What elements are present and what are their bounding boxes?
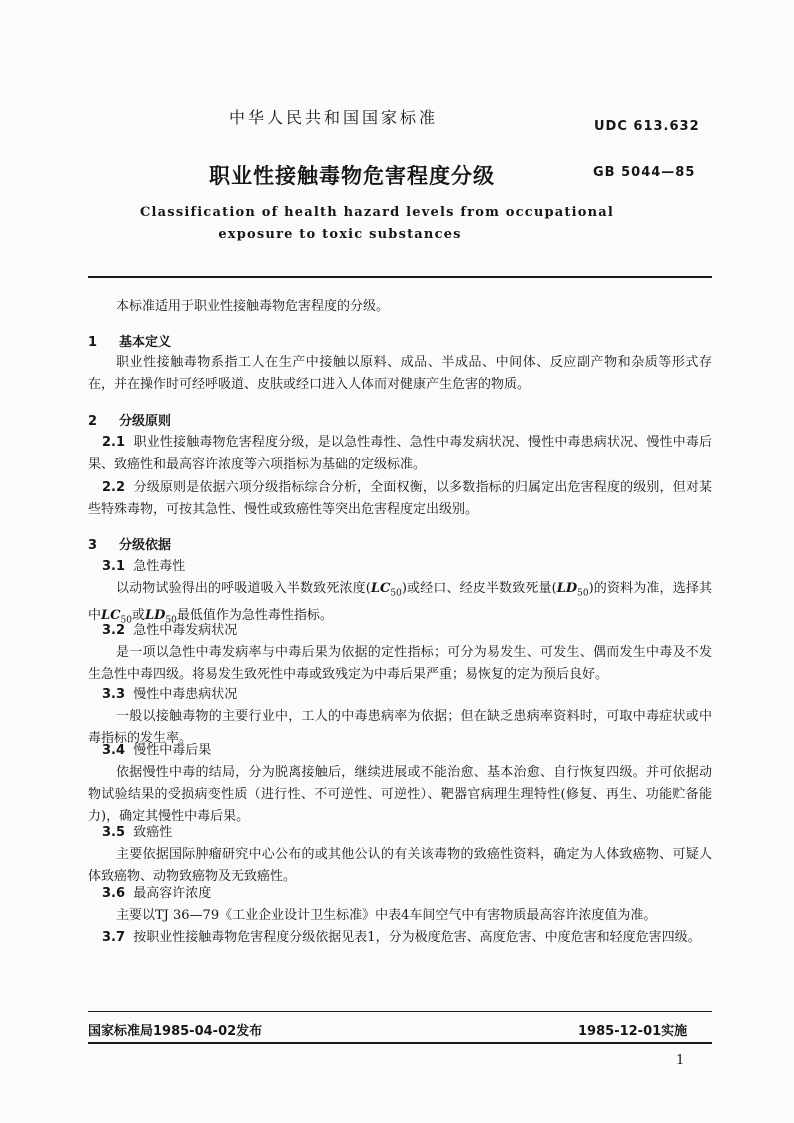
clause-3-3-heading: 3.3 慢性中毒患病状况 — [102, 687, 238, 702]
document-title: 职业性接触毒物危害程度分级 — [209, 164, 495, 188]
intro-text: 本标准适用于职业性接触毒物危害程度的分级。 — [116, 299, 390, 314]
clause-3-7: 3.7 按职业性接触毒物危害程度分级依据见表1，分为极度危害、高度危害、中度危害和轻度危害四级。 — [102, 930, 701, 945]
section-2-title: 分级原则 — [119, 414, 172, 429]
clause-3-1-heading: 3.1 急性毒性 — [102, 559, 186, 574]
clause-3-2-heading: 3.2 急性中毒发病状况 — [102, 623, 238, 638]
section-1-heading — [88, 331, 171, 350]
clause-3-7-number: 3.7 — [102, 930, 126, 945]
national-standard-label: 中华人民共和国国家标准 — [229, 108, 439, 127]
effective-date: 1985-12-01实施 — [578, 1024, 688, 1039]
section-3-title: 分级依据 — [119, 538, 172, 553]
clause-3-2-text: 是一项以急性中毒发病率与中毒后果为依据的定性指标；可分为易发生、可发生、偶而发生中毒及不发生急性中毒四级。将易发生致死性中毒或致残定为中毒后果严重；易恢复的定为预后良好。 — [88, 645, 712, 682]
clause-3-5-text: 主要依据国际肿瘤研究中心公布的或其他公认的有关该毒物的致癌性资料，确定为人体致癌物、可疑人体致癌物、动物致癌物及无致癌性。 — [88, 847, 712, 884]
clause-3-4-text: 依据慢性中毒的结局，分为脱离接触后，继续进展或不能治愈、基本治愈、自行恢复四级。并可依据动物试验结果的受损病变性质（进行性、不可逆性、可逆性）、靶器官病理生理特性(修复、再生、功能贮备能力)，确定其慢性中毒后果。 — [88, 765, 712, 824]
section-3-heading — [88, 534, 171, 553]
header-divider — [88, 276, 712, 278]
clause-3-1-text: 以动物试验得出的呼吸道吸入半数致死浓度$(LC_{50})$或经口、经皮半数致死量$(LD_{50})$的资料为准，选择其中$LC_{50}$或$LD_{50}$最低值作为急性毒性指标。 — [88, 581, 712, 626]
clause-3-5-heading: 3.5 致癌性 — [102, 825, 173, 840]
udc-code: UDC 613.632 — [594, 119, 700, 134]
english-title-line1: Classification of health hazard levels from occupational — [140, 205, 615, 220]
section-3-number: 3 — [88, 538, 98, 553]
clause-3-6-heading: 3.6 最高容许浓度 — [102, 886, 212, 901]
gb-code: GB 5044—85 — [593, 165, 696, 180]
section-1-text: 职业性接触毒物系指工人在生产中接触以原料、成品、半成品、中间体、反应副产物和杂质等形式存在，并在操作时可经呼吸道、皮肤或经口进入人体而对健康产生危害的物质。 — [88, 355, 712, 392]
clause-3-3-text: 一般以接触毒物的主要行业中，工人的中毒患病率为依据；但在缺乏患病率资料时，可取中毒症状或中毒指标的发生率。 — [88, 709, 712, 746]
footer-divider-top — [88, 1011, 712, 1012]
clause-2-2: 2.2 分级原则是依据六项分级指标综合分析，全面权衡，以多数指标的归属定出危害程度的级别，但对某些特殊毒物，可按其急性、慢性或致癌性等突出危害程度定出级别。 — [88, 480, 712, 517]
page-number: 1 — [676, 1053, 685, 1068]
footer-divider-bottom — [88, 1042, 712, 1044]
clause-3-4-heading: 3.4 慢性中毒后果 — [102, 743, 212, 758]
section-1-number: 1 — [88, 335, 98, 350]
clause-2-1: 2.1 职业性接触毒物危害程度分级，是以急性毒性、急性中毒发病状况、慢性中毒患病状况、慢性中毒后果、致癌性和最高容许浓度等六项指标为基础的定级标准。 — [88, 435, 712, 472]
issue-date: 国家标准局1985-04-02发布 — [88, 1024, 263, 1039]
clause-3-6-text: 主要以TJ 36—79《工业企业设计卫生标准》中表4车间空气中有害物质最高容许浓度值为准。 — [116, 908, 657, 923]
section-1-title: 基本定义 — [119, 335, 172, 350]
section-2-number: 2 — [88, 414, 98, 429]
clause-2-2-number: 2.2 — [102, 480, 126, 495]
clause-2-1-number: 2.1 — [102, 435, 126, 450]
section-2-heading — [88, 410, 171, 429]
english-title-line2: exposure to toxic substances — [218, 227, 462, 242]
